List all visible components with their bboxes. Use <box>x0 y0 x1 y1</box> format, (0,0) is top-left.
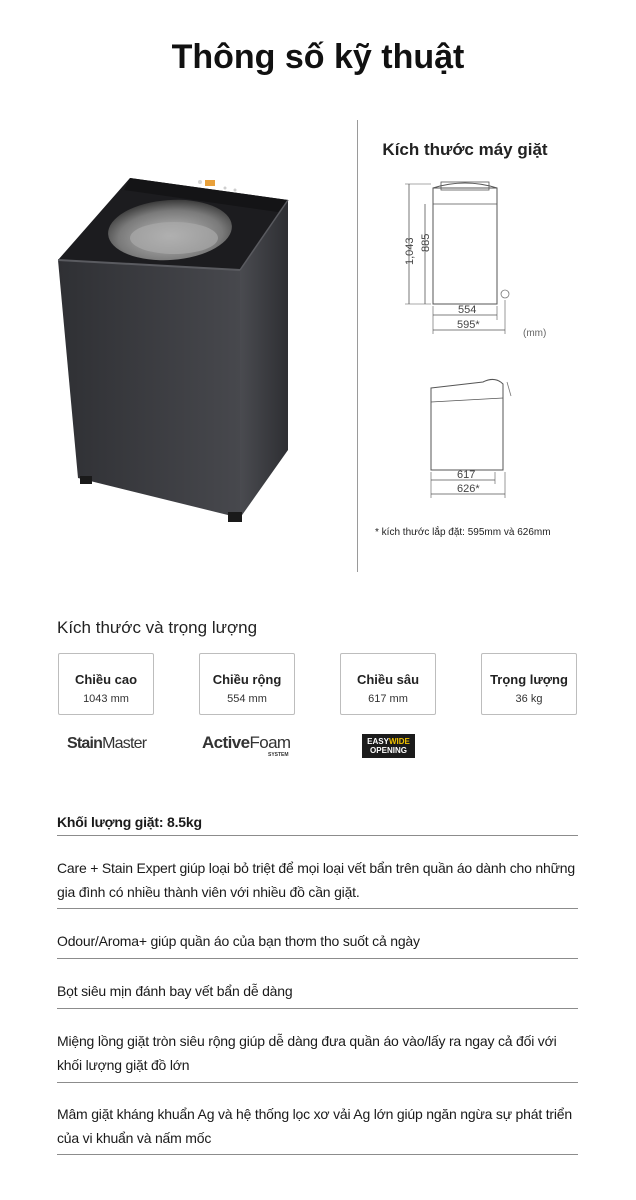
feature-odour: Odour/Aroma+ giúp quần áo của bạn thơm tho suốt cả ngày <box>57 933 420 949</box>
width-install-label: 595* <box>457 319 480 331</box>
spec-box-depth <box>340 653 436 715</box>
divider <box>57 1082 578 1083</box>
feature-foam: Bọt siêu mịn đánh bay vết bẩn dễ dàng <box>57 983 293 999</box>
spec-label: Chiều cao <box>74 672 138 687</box>
spec-box-height <box>58 653 154 715</box>
dimensions-weight-heading: Kích thước và trọng lượng <box>57 618 258 637</box>
logo-text: Active <box>202 733 250 752</box>
activefoam-system-text: SYSTEM <box>268 752 289 758</box>
washing-machine-image <box>50 160 310 540</box>
depth-body-label: 617 <box>457 469 476 481</box>
spec-value: 554 mm <box>227 693 267 705</box>
logo-text: Master <box>102 735 147 752</box>
spec-label: Chiều sâu <box>356 672 420 687</box>
divider <box>57 1008 578 1009</box>
depth-install-label: 626* <box>457 483 480 495</box>
height-total-label: 1,043 <box>404 237 416 265</box>
install-size-note: * kích thước lắp đặt: 595mm và 626mm <box>375 527 551 538</box>
divider <box>57 835 578 836</box>
easy-wide-opening-logo <box>362 734 415 758</box>
logo-text: EASY <box>367 737 389 746</box>
logo-text: WIDE <box>388 737 410 746</box>
logo-text: Stain <box>67 735 103 752</box>
divider <box>57 908 578 909</box>
spec-label: Chiều rộng <box>212 672 282 687</box>
spec-value: 36 kg <box>515 693 543 705</box>
divider <box>57 958 578 959</box>
spec-label: Trọng lượng <box>490 672 568 687</box>
vertical-divider <box>357 120 358 572</box>
height-body-label: 885 <box>420 233 432 252</box>
logo-text: Foam <box>249 733 291 752</box>
dimension-diagram <box>365 170 565 520</box>
feature-wide-opening: Miệng lồng giặt tròn siêu rộng giúp dễ dàng đưa quần áo vào/lấy ra ngay cả đối với khối lượng giặt đồ lớn <box>57 1033 557 1073</box>
feature-ag-filter: Mâm giặt kháng khuẩn Ag và hệ thống lọc xơ vải Ag lớn giúp ngăn ngừa sự phát triển của vi khuẩn và nấm mốc <box>57 1106 572 1146</box>
dimension-title: Kích thước máy giặt <box>382 140 548 159</box>
spec-value: 1043 mm <box>83 693 129 705</box>
logo-text: OPENING <box>370 746 407 755</box>
feature-capacity: Khối lượng giặt: 8.5kg <box>57 814 202 830</box>
feature-care-stain: Care + Stain Expert giúp loại bỏ triệt để mọi loại vết bẩn trên quần áo dành cho những gia đình có nhiều thành viên với nhiều đồ cần giặt. <box>57 860 575 900</box>
page-title: Thông số kỹ thuật <box>171 38 465 76</box>
spec-box-weight <box>481 653 577 715</box>
stainmaster-logo <box>67 735 146 753</box>
unit-label: (mm) <box>523 328 547 339</box>
width-body-label: 554 <box>458 304 477 316</box>
spec-value: 617 mm <box>368 693 408 705</box>
activefoam-logo <box>202 733 291 753</box>
spec-box-width <box>199 653 295 715</box>
divider <box>57 1154 578 1155</box>
